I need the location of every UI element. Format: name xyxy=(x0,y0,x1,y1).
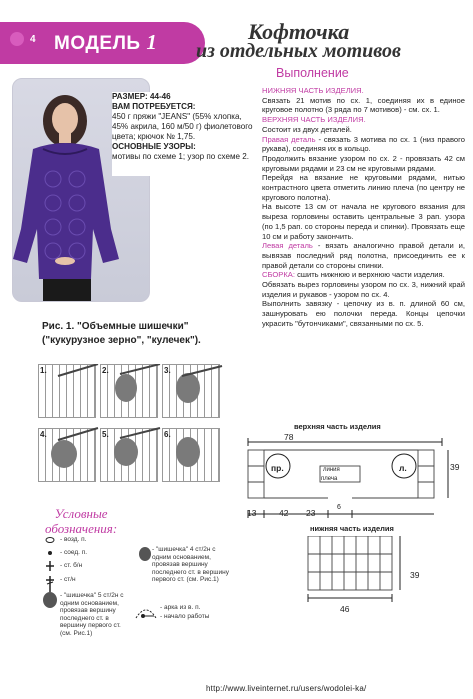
figure-label-5: 5. xyxy=(102,430,109,439)
upper-diagram-title: верхняя часть изделия xyxy=(294,422,381,431)
upper-left-label: пр. xyxy=(271,463,284,473)
figure-title: Рис. 1. "Объемные шишечки" ("кукурузное зерно", "кулечек"). xyxy=(42,321,201,346)
spec-patterns-title: ОСНОВНЫЕ УЗОРЫ: xyxy=(112,142,196,151)
paragraph-1: Продолжить вязание узором по сх. 2 - провязать 42 см круговыми рядами и 23 см не круговыми рядами. xyxy=(262,153,465,173)
upper-dim-23: 23 xyxy=(306,508,316,518)
spec-needs-title: ВАМ ПОТРЕБУЕТСЯ: xyxy=(112,102,196,111)
lower-right-dim: 39 xyxy=(410,570,420,580)
lower-bottom-dim: 46 xyxy=(340,604,350,614)
left-detail-text: - вязать аналогично правой детали и, вывязав последний ряд полотна, присоединить ее к правой детали со стороны спинки. xyxy=(262,241,466,270)
instructions-column xyxy=(262,86,465,329)
figure-label-1: 1. xyxy=(40,366,47,375)
figure-label-3: 3. xyxy=(164,366,171,375)
lower-part-heading: НИЖНЯЯ ЧАСТЬ ИЗДЕЛИЯ. xyxy=(262,86,364,95)
legend-title-line1: Условные xyxy=(54,506,108,521)
right-detail-paragraph xyxy=(262,135,465,154)
right-detail-label: Правая деталь xyxy=(262,134,316,144)
legend-double-crochet: - ст/н xyxy=(60,576,76,583)
lower-part-text: Связать 21 мотив по сх. 1, соединяя их в единое круговое полотно (3 ряда по 7 мотивов) - см. сх. 1. xyxy=(262,95,465,115)
left-detail-label: Левая деталь xyxy=(262,241,313,251)
figure-label-2: 2. xyxy=(102,366,109,375)
header-dot xyxy=(10,32,24,46)
legend-arc: - арка из в. п. xyxy=(160,604,201,611)
upper-line-label: линия xyxy=(323,467,340,473)
upper-part-text: Состоит из двух деталей. xyxy=(262,124,352,134)
legend-single-crochet: - ст. б/н xyxy=(60,562,83,569)
upper-right-dim: 39 xyxy=(450,462,460,472)
spec-size: РАЗМЕР: 44-46 xyxy=(112,92,171,101)
legend-chain: - возд. п. xyxy=(60,536,87,543)
lower-diagram xyxy=(300,536,410,608)
spec-needs-text: 450 г пряжи "JEANS" (55% хлопка, 45% акрила, 160 м/50 г) фиолетового цвета; крючок № 1,75. xyxy=(112,112,253,141)
legend-title-line2: обозначения: xyxy=(45,521,118,536)
paragraph-3: На высоте 13 см от начала не кругового вязания для выреза горловины оставить центральные 3 рап. узора (по 1,5 рап. со стороны переда и спинки). Провязать еще 10 см и работу закончить. xyxy=(262,202,465,241)
upper-dim-13: 13 xyxy=(247,508,257,518)
footer-url[interactable]: http://www.liveinternet.ru/users/wodolei-ka/ xyxy=(206,684,367,693)
legend-start: - начало работы xyxy=(160,613,210,620)
assembly-label: СБОРКА: xyxy=(262,270,295,280)
upper-right-label: л. xyxy=(399,463,407,473)
legend-shishechka-4: - "шишечка" 4 ст/2н с одним основанием, провязав вершину последнего ст. в вершину первого ст. (см. Рис.1) xyxy=(152,546,229,583)
page-number: 4 xyxy=(30,34,36,45)
legend-title xyxy=(45,506,117,536)
spec-box xyxy=(112,92,256,176)
shishechka-4-icon xyxy=(138,546,152,562)
upper-top-dim: 78 xyxy=(284,432,294,442)
left-detail-paragraph xyxy=(262,241,465,270)
model-label: МОДЕЛЬ xyxy=(54,33,141,54)
model-number: 1 xyxy=(146,30,158,54)
paragraph-5: Выполнить завязку - цепочку из в. п. длиной 60 см, зашнуровать ею полочки переда. Концы цепочки украсить "бутончиками", связанными по сх. 5. xyxy=(262,299,465,328)
paragraph-4: Обвязать вырез горловины узором по сх. 3, нижний край изделия и рукавов - узором по сх. 4. xyxy=(262,280,465,299)
figure-yarn-overlay xyxy=(38,364,224,482)
spec-patterns-text: мотивы по схеме 1; узор по схеме 2. xyxy=(112,152,250,161)
figure-label-6: 6. xyxy=(164,430,171,439)
title-line1: Кофточка xyxy=(248,19,350,44)
paragraph-2: Перейдя на вязание не круговыми рядами, нитью контрастного цвета отметить линию плеча (по центру не кругового полотна). xyxy=(262,173,465,202)
legend-shishechka-5: - "шишечка" 5 ст/2н с одним основанием, провязав вершину последнего ст. в вершину первого ст. (см. Рис.1) xyxy=(60,592,124,637)
upper-diagram xyxy=(236,430,464,526)
title-line2: из отдельных мотивов xyxy=(196,40,401,62)
right-detail-text: - связать 3 мотива по сх. 1 (низ правого рукава), соединяя их в кольцо. xyxy=(262,134,465,154)
upper-part-heading: ВЕРХНЯЯ ЧАСТЬ ИЗДЕЛИЯ. xyxy=(262,115,366,125)
figure-label-4: 4. xyxy=(40,430,47,439)
upper-dim-6: 6 xyxy=(337,504,341,511)
assembly-paragraph xyxy=(262,270,465,280)
section-title: Выполнение xyxy=(276,66,349,80)
assembly-text: сшить нижнюю и верхнюю части изделия. xyxy=(294,270,445,280)
legend-symbols xyxy=(42,536,58,596)
legend-slip-stitch: - соед. п. xyxy=(60,549,88,556)
lower-diagram-title: нижняя часть изделия xyxy=(310,524,394,533)
upper-shoulder-label: плеча xyxy=(321,476,338,482)
upper-dim-42: 42 xyxy=(279,508,289,518)
start-arrow-icon xyxy=(140,612,156,620)
model-title xyxy=(54,30,157,55)
